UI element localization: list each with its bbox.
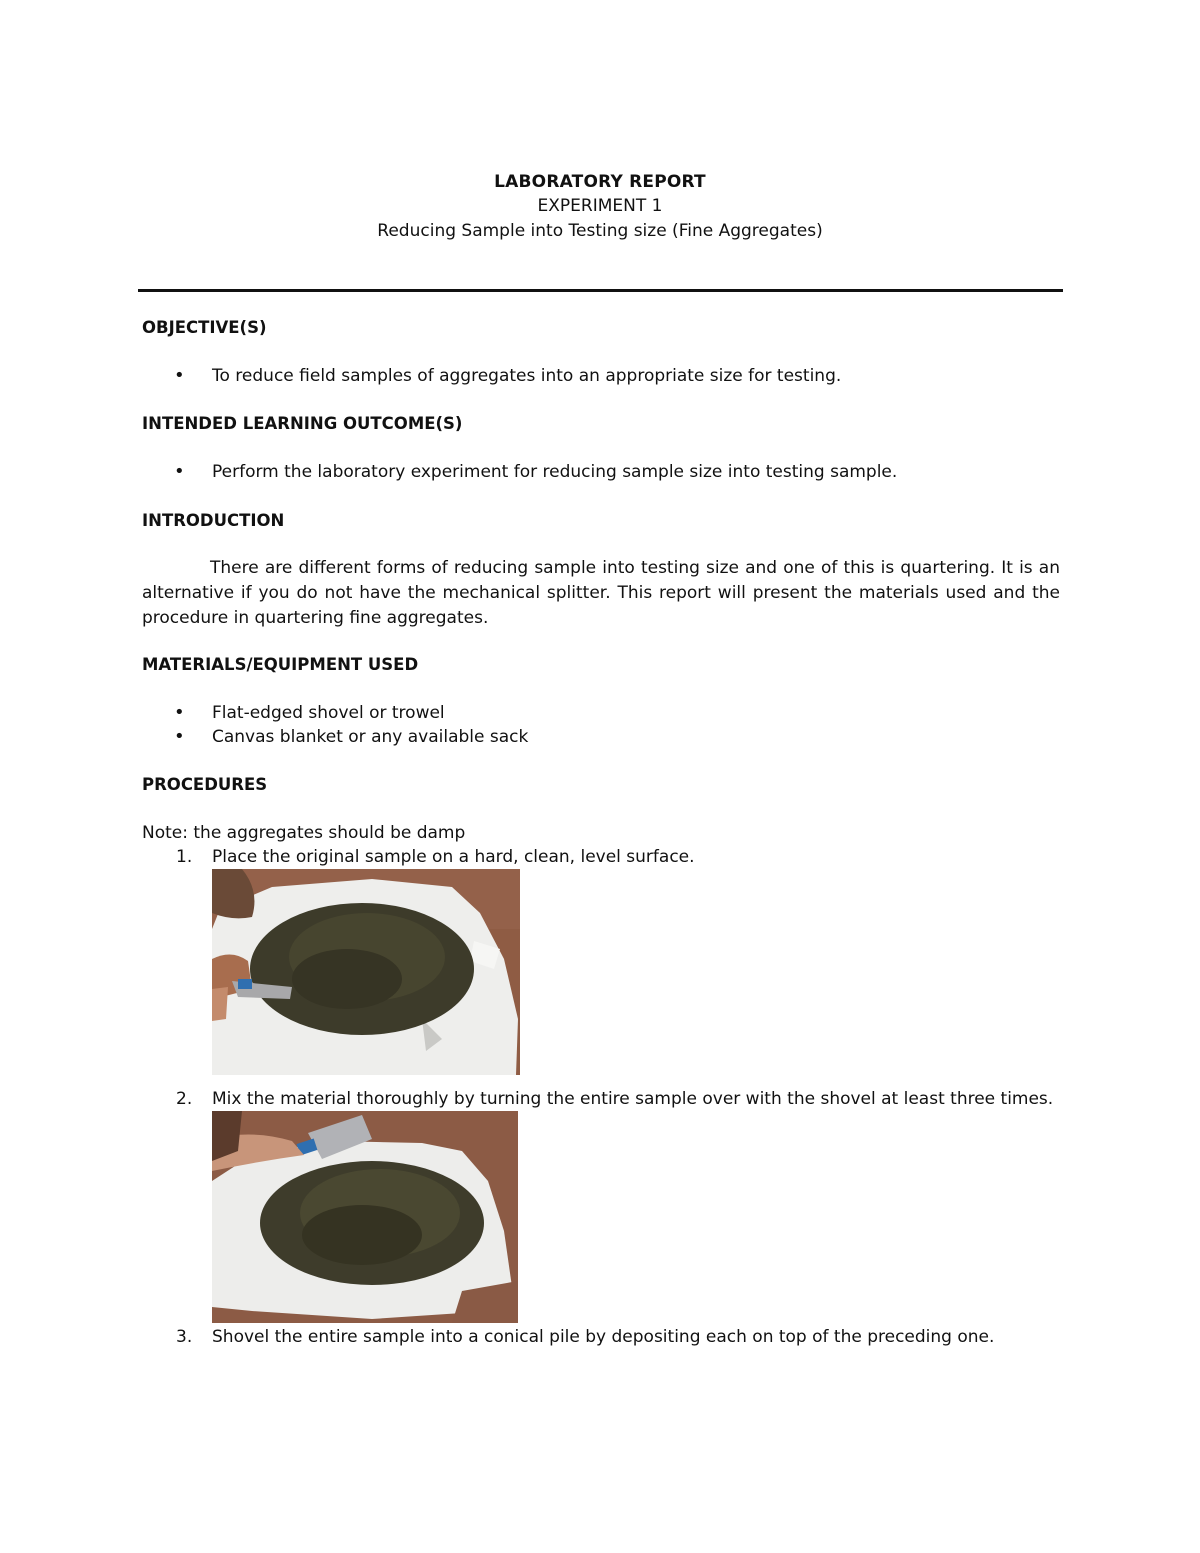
step-number: 2. (176, 1089, 193, 1109)
step-text: Shovel the entire sample into a conical pile by depositing each on top of the preceding one. (212, 1327, 995, 1347)
procedure-step (142, 845, 1060, 869)
outcome-item: • Perform the laboratory experiment for reducing sample size into testing sample. (142, 460, 1060, 484)
header-divider (138, 289, 1063, 292)
procedure-step (142, 1087, 1060, 1111)
step-number: 3. (176, 1327, 193, 1347)
report-body (142, 316, 1060, 1349)
materials-heading: MATERIALS/EQUIPMENT USED (142, 655, 419, 674)
objective-item: • To reduce field samples of aggregates into an appropriate size for testing. (142, 364, 1060, 388)
step-2-photo (212, 1111, 518, 1323)
material-item: • Canvas blanket or any available sack (142, 725, 1060, 749)
procedure-step (142, 1325, 1060, 1349)
objectives-heading: OBJECTIVE(S) (142, 318, 267, 337)
material-item: • Flat-edged shovel or trowel (142, 701, 1060, 725)
report-header (0, 170, 1200, 244)
step-number: 1. (176, 847, 193, 867)
step-text: Mix the material thoroughly by turning the entire sample over with the shovel at least three times. (212, 1089, 1054, 1109)
report-title: LABORATORY REPORT (494, 172, 706, 192)
mixing-sand-image (212, 1111, 518, 1323)
step-text: Place the original sample on a hard, clean, level surface. (212, 847, 695, 867)
sand-on-canvas-image (212, 869, 520, 1075)
procedure-note: Note: the aggregates should be damp (142, 823, 466, 843)
step-1-photo (212, 869, 520, 1075)
outcomes-heading: INTENDED LEARNING OUTCOME(S) (142, 414, 463, 433)
introduction-text: There are different forms of reducing sample into testing size and one of this is quartering. It is an alternative if you do not have the mechanical splitter. This report will present the materials used and the procedure in quartering fine aggregates. (142, 558, 1060, 628)
procedures-heading: PROCEDURES (142, 775, 268, 794)
introduction-heading: INTRODUCTION (142, 511, 285, 530)
introduction-paragraph (142, 556, 1060, 631)
experiment-label: EXPERIMENT 1 (537, 196, 663, 216)
report-subtitle: Reducing Sample into Testing size (Fine Aggregates) (377, 221, 823, 241)
